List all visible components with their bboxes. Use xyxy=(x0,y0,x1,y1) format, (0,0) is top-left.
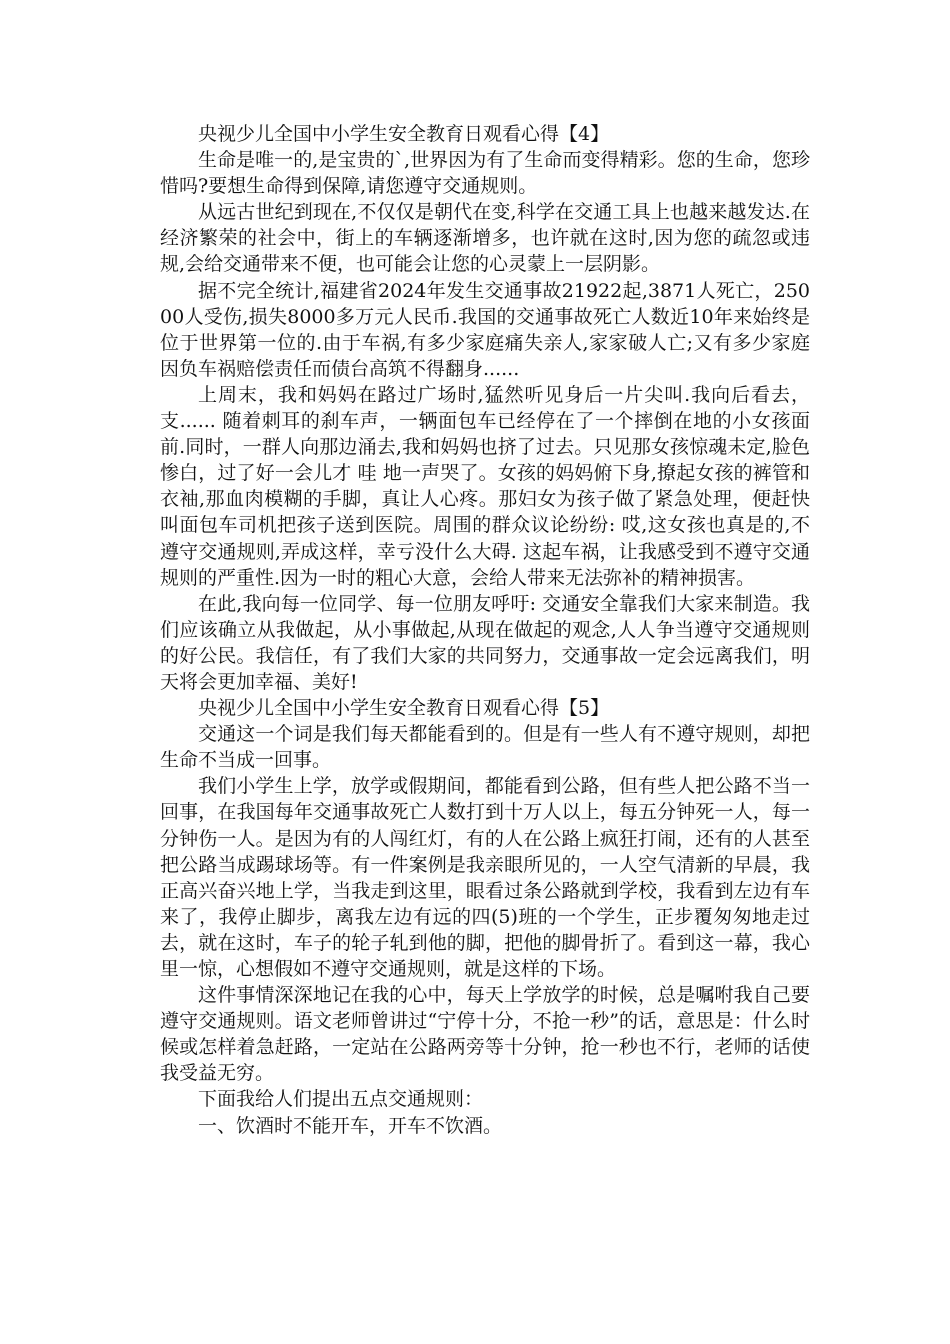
paragraph-school-case: 我们小学生上学，放学或假期间，都能看到公路，但有些人把公路不当一回事，在我国每年交通事故死亡人数打到十万人以上，每五分钟死一人，每一分钟伤一人。是因为有的人闯红灯，有的人在公路上疯狂打闹，还有的人甚至把公路当成踢球场等。有一件案例是我亲眼所见的，一人空气清新的早晨，我正高兴奋兴地上学，当我走到这里，眼看过条公路就到学校，我看到左边有车来了，我停止脚步，离我左边有远的四(5)班的一个学生，正步覆匆匆地走过去，就在这时，车子的轮子轧到他的脚，把他的脚骨折了。看到这一幕，我心里一惊，心想假如不遵守交通规则，就是这样的下场。 xyxy=(160,775,810,980)
paragraph-rule-one: 一、饮酒时不能开车，开车不饮酒。 xyxy=(198,1114,503,1137)
paragraph-accident-statistics: 据不完全统计,福建省2024年发生交通事故21922起,3871人死亡，25000人受伤,损失8000多万元人民币.我国的交通事故死亡人数近10年来始终是位于世界第一位的.由于车祸,有多少家庭痛失亲人,家家破人亡;又有多少家庭因负车祸赔偿责任而债台高筑不得翻身...... xyxy=(160,279,810,380)
paragraph-traffic-development: 从远古世纪到现在,不仅仅是朝代在变,科学在交通工具上也越来越发达.在经济繁荣的社会中，街上的车辆逐渐增多，也许就在这时,因为您的疏忽或违规,会给交通带来不便，也可能会让您的心灵蒙上一层阴影。 xyxy=(160,201,810,276)
paragraph-teacher-advice: 这件事情深深地记在我的心中，每天上学放学的时候，总是嘱咐我自己要遵守交通规则。语文老师曾讲过“宁停十分，不抢一秒”的话，意思是：什么时候或怎样着急赶路，一定站在公路两旁等十分钟，抢一秒也不行，老师的话使我受益无穷。 xyxy=(160,984,810,1085)
paragraph-accident-story: 上周末，我和妈妈在路过广场时,猛然听见身后一片尖叫.我向后看去， 支...... 随着刺耳的刹车声，一辆面包车已经停在了一个摔倒在地的小女孩面前.同时，一群人向那边涌去,我和妈妈也挤了过去。只见那女孩惊魂未定,脸色惨白，过了好一会儿才 哇 地一声哭了。女孩的妈妈俯下身,撩起女孩的裤管和衣袖,那血肉模糊的手脚，真让人心疼。那妇女为孩子做了紧急处理，便赶快叫面包车司机把孩子送到医院。周围的群众议论纷纷: 哎,这女孩也真是的,不遵守交通规则,弄成这样，幸亏没什么大碍. 这起车祸，让我感受到不遵守交通规则的严重性.因为一时的粗心大意，会给人带来无法弥补的精神损害。 xyxy=(160,383,810,589)
section-heading-4: 央视少儿全国中小学生安全教育日观看心得【4】 xyxy=(198,123,610,145)
paragraph-appeal: 在此,我向每一位同学、每一位朋友呼吁: 交通安全靠我们大家来制造。我们应该确立从我做起，从小事做起,从现在做起的观念,人人争当遵守交通规则的好公民。我信任，有了我们大家的共同努力，交通事故一定会远离我们，明天将会更加幸福、美好! xyxy=(160,592,810,693)
paragraph-rules-intro: 下面我给人们提出五点交通规则： xyxy=(198,1088,484,1111)
paragraph-life-precious: 生命是唯一的,是宝贵的`,世界因为有了生命而变得精彩。您的生命，您珍惜吗?要想生命得到保障,请您遵守交通规则。 xyxy=(160,149,810,198)
paragraph-traffic-word: 交通这一个词是我们每天都能看到的。但是有一些人有不遵守规则，却把生命不当成一回事。 xyxy=(160,723,810,772)
article-body xyxy=(160,121,810,1139)
section-heading-5: 央视少儿全国中小学生安全教育日观看心得【5】 xyxy=(198,697,610,720)
